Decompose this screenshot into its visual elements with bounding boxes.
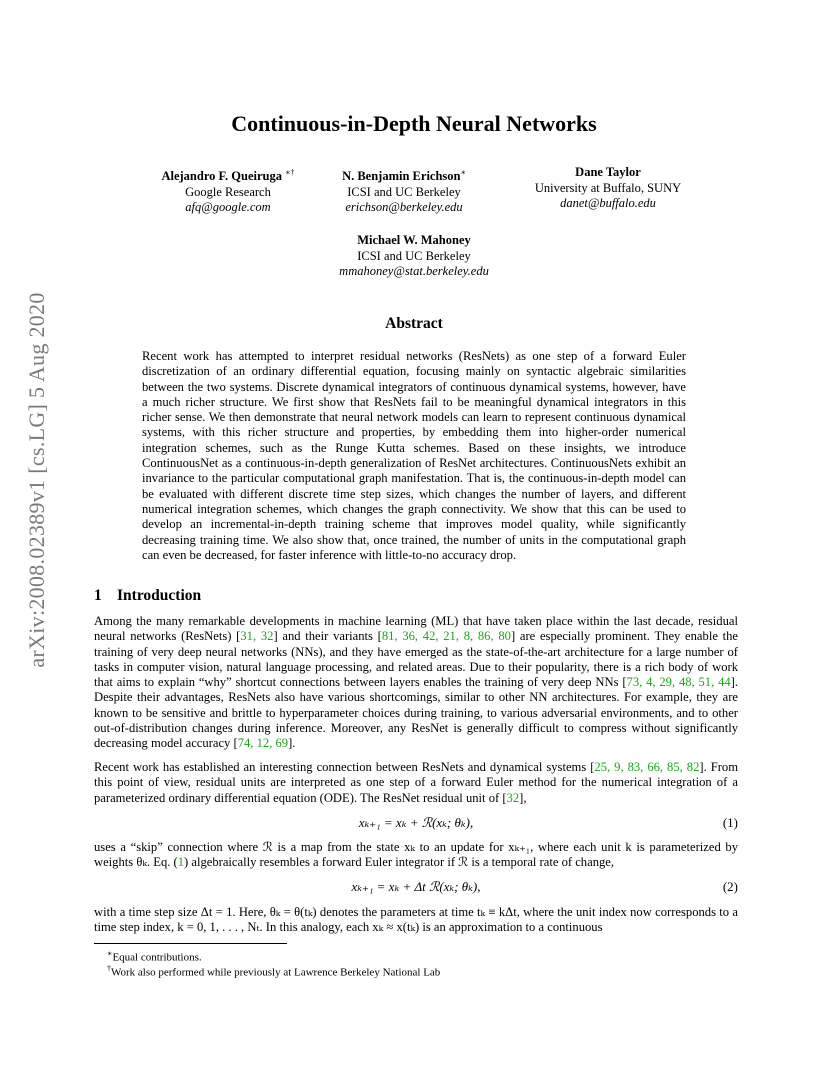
author-email[interactable]: danet@buffalo.edu bbox=[560, 196, 656, 210]
arxiv-sidebar bbox=[7, 290, 67, 670]
author-block-2 bbox=[292, 165, 516, 216]
equation-math: xₖ₊₁ = xₖ + Δt ℛ(xₖ; θₖ), bbox=[351, 879, 481, 894]
author-name: Alejandro F. Queiruga bbox=[161, 169, 282, 184]
abstract-text: Recent work has attempted to interpret residual networks (ResNets) as one step of a forward Euler discretization of an ordinary differential equation, focusing mainly on syntactic algebraic similarities between the two systems. Discrete dynamical integrators of continuous dynamical systems, however, have a much richer structure. We first show that ResNets fail to be meaningful dynamical integrators in this richer sense. We then demonstrate that neural network models can learn to represent continuous dynamical systems, with this richer structure and properties, by embedding them into higher-order numerical integration schemes, such as the Runge Kutta schemes. Based on these insights, we introduce ContinuousNet as a continuous-in-depth generalization of ResNet architectures. ContinuousNets exhibit an invariance to the particular computational graph manifestation. That is, the continuous-in-depth model can be evaluated with different discrete time step sizes, which changes the number of layers, and different numerical integration schemes, which changes the graph connectivity. We show that this can be used to develop an incremental-in-depth training scheme that improves model quality, while significantly decreasing training time. We also show that, once trained, the number of units in the computational graph can even be decreased, for faster inference with little-to-no accuracy drop. bbox=[142, 349, 686, 562]
arxiv-identifier: arXiv:2008.02389v1 [cs.LG] 5 Aug 2020 bbox=[24, 292, 49, 668]
citation-link[interactable]: 81, 36, 42, 21, 8, 86, 80 bbox=[381, 629, 511, 644]
citation-link[interactable]: 31, 32 bbox=[240, 629, 274, 644]
author-affiliation: ICSI and UC Berkeley bbox=[357, 248, 471, 263]
author-name: N. Benjamin Erichson bbox=[342, 169, 461, 184]
author-name: Dane Taylor bbox=[575, 165, 641, 179]
equation-1 bbox=[94, 815, 738, 831]
equation-2 bbox=[94, 879, 738, 895]
citation-link[interactable]: 25, 9, 83, 66, 85, 82 bbox=[594, 760, 700, 774]
paper-title: Continuous-in-Depth Neural Networks bbox=[231, 111, 597, 136]
equation-number: (1) bbox=[722, 815, 738, 830]
citation-link[interactable]: 73, 4, 29, 48, 51, 44 bbox=[626, 675, 731, 690]
author-affiliation: University at Buffalo, SUNY bbox=[534, 180, 682, 195]
author-mark: ∗ bbox=[460, 168, 466, 177]
author-affiliation: Google Research bbox=[185, 184, 271, 199]
intro-paragraph-4: with a time step size Δt = 1. Here, θₖ = θ(tₖ) denotes the parameters at time tₖ ≡ kΔt, where the unit index now corresponds to a time step index, k = 0, 1, . . . , Nₜ. In this analogy, each xₖ ≈ x(tₖ) is an approximation to a continuous bbox=[94, 905, 738, 935]
abstract-heading: Abstract bbox=[385, 315, 443, 332]
author-email[interactable]: erichson@berkeley.edu bbox=[345, 200, 463, 215]
section-title: Introduction bbox=[117, 587, 202, 604]
section-number: 1 bbox=[94, 587, 102, 604]
footnote-2 bbox=[107, 962, 440, 980]
footnote-mark: † bbox=[107, 964, 111, 973]
section-heading bbox=[94, 587, 201, 605]
equation-number: (2) bbox=[722, 879, 738, 894]
author-mark: ∗† bbox=[285, 168, 295, 177]
intro-paragraph-1: Among the many remarkable developments in machine learning (ML) that have taken place within the last decade, residual neural networks (ResNets) [31, 32] and their variants [81, 36, 42, 21, 8, 86, 80] are especially prominent. They enable the training of very deep neural networks (NNs), and they have emerged as the state-of-the-art architecture for a large number of tasks in computer vision, natural language processing, and related areas. Due to their popularity, there is a rich body of work that aims to explain “why” shortcut connections between layers enables the training of very deep NNs [73, 4, 29, 48, 51, 44]. Despite their advantages, ResNets also have various shortcomings, similar to other NN architectures. For example, they are known to be sensitive and brittle to hyperparameter choices during training, to various adversarial environments, and to other out-of-distribution changes during inference. Moreover, any ResNet is generally difficult to compress without significantly decreasing model accuracy [74, 12, 69]. bbox=[94, 614, 739, 751]
author-name: Michael W. Mahoney bbox=[357, 233, 471, 247]
author-email[interactable]: mmahoney@stat.berkeley.edu bbox=[339, 264, 489, 278]
footnote-rule bbox=[94, 943, 287, 944]
citation-link[interactable]: 74, 12, 69 bbox=[237, 736, 289, 751]
equation-math: xₖ₊₁ = xₖ + ℛ(xₖ; θₖ), bbox=[358, 815, 474, 830]
author-affiliation: ICSI and UC Berkeley bbox=[347, 184, 461, 199]
author-block-4 bbox=[302, 233, 526, 280]
citation-link[interactable]: 32 bbox=[506, 790, 520, 805]
footnote-text: Work also performed while previously at Lawrence Berkeley National Lab bbox=[111, 966, 441, 979]
intro-paragraph-3: uses a “skip” connection where ℛ is a map from the state xₖ to an update for xₖ₊₁, where each unit k is parameterized by weights θₖ. Eq. (1) algebraically resembles a forward Euler integrator if ℛ is a temporal rate of change, bbox=[94, 840, 738, 870]
intro-paragraph-2: Recent work has established an interesting connection between ResNets and dynamical systems [25, 9, 83, 66, 85, 82]. From this point of view, residual units are interpreted as one step of a forward Euler method for the numerical integration of a parameterized ordinary differential equation (ODE). The ResNet residual unit of [32], bbox=[94, 760, 739, 805]
footnote-mark: ∗ bbox=[107, 949, 113, 958]
equation-ref-link[interactable]: 1 bbox=[177, 855, 185, 870]
author-block-3 bbox=[496, 165, 720, 212]
footnote-text: Equal contributions. bbox=[112, 951, 202, 964]
author-email[interactable]: afq@google.com bbox=[185, 200, 271, 215]
